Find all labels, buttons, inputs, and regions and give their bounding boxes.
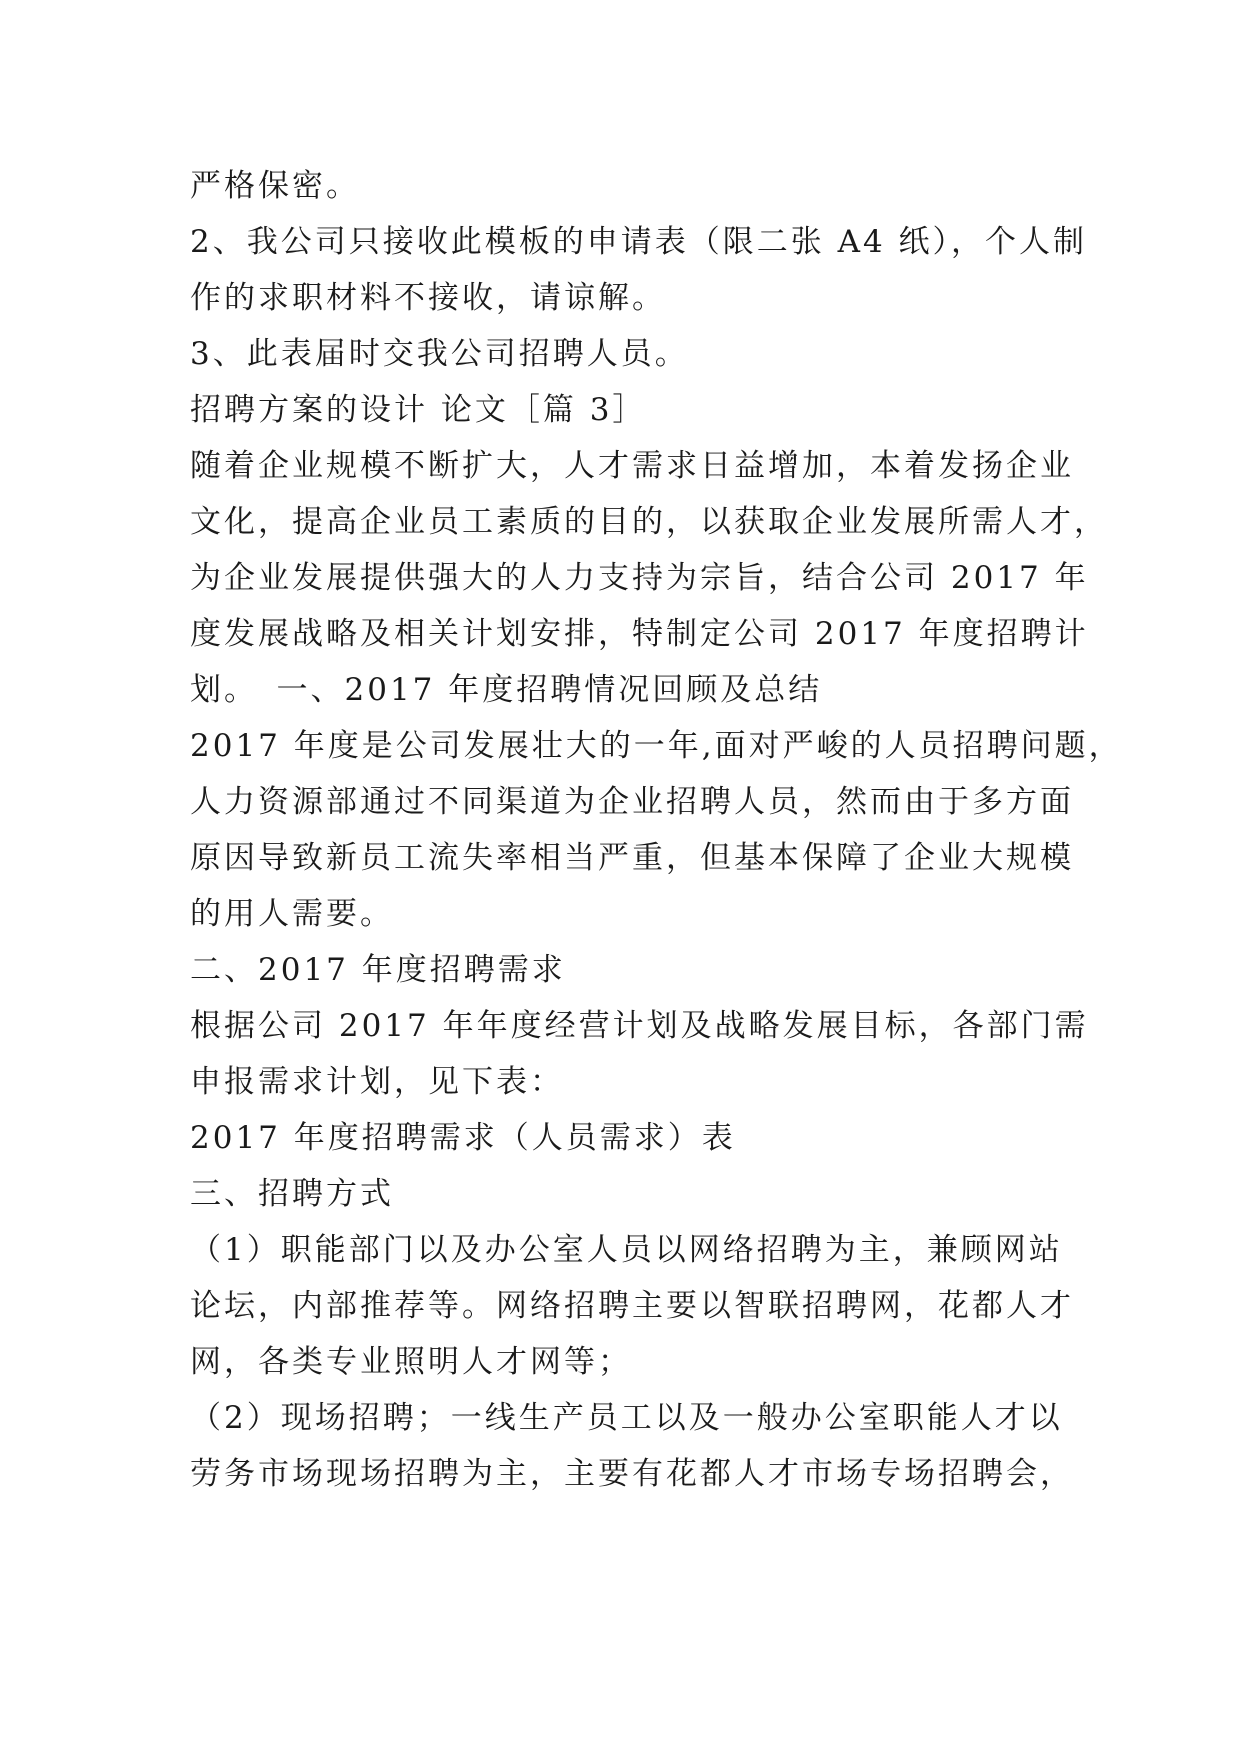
text-line: 根据公司 2017 年年度经营计划及战略发展目标，各部门需 bbox=[190, 1008, 1089, 1044]
text-line: 为企业发展提供强大的人力支持为宗旨，结合公司 2017 年 bbox=[190, 560, 1089, 596]
section-heading: 招聘方案的设计 论文［篇 3］ bbox=[190, 392, 647, 428]
table-caption: 2017 年度招聘需求（人员需求）表 bbox=[190, 1120, 736, 1156]
text-line: 文化，提高企业员工素质的目的，以获取企业发展所需人才， bbox=[190, 504, 1108, 540]
text-line: 严格保密。 bbox=[190, 168, 360, 204]
text-line: 人力资源部通过不同渠道为企业招聘人员，然而由于多方面 bbox=[190, 784, 1074, 820]
text-line: 随着企业规模不断扩大，人才需求日益增加，本着发扬企业 bbox=[190, 448, 1074, 484]
text-line: 2017 年度是公司发展壮大的一年,面对严峻的人员招聘问题， bbox=[190, 728, 1123, 764]
text-line: 划。 一、2017 年度招聘情况回顾及总结 bbox=[190, 672, 823, 708]
text-line: （2）现场招聘；一线生产员工以及一般办公室职能人才以 bbox=[190, 1400, 1063, 1436]
text-line: 申报需求计划，见下表： bbox=[190, 1064, 564, 1100]
document-body bbox=[190, 158, 1123, 1502]
text-line: 作的求职材料不接收，请谅解。 bbox=[190, 280, 666, 316]
section-heading: 三、招聘方式 bbox=[190, 1176, 394, 1212]
text-line: 3、此表届时交我公司招聘人员。 bbox=[190, 336, 689, 372]
text-line: 网，各类专业照明人才网等； bbox=[190, 1344, 632, 1380]
text-line: 的用人需要。 bbox=[190, 896, 394, 932]
text-line: （1）职能部门以及办公室人员以网络招聘为主，兼顾网站 bbox=[190, 1232, 1063, 1268]
text-line: 2、我公司只接收此模板的申请表（限二张 A4 纸），个人制 bbox=[190, 224, 1088, 260]
text-line: 度发展战略及相关计划安排，特制定公司 2017 年度招聘计 bbox=[190, 616, 1089, 652]
text-line: 劳务市场现场招聘为主，主要有花都人才市场专场招聘会， bbox=[190, 1456, 1074, 1492]
text-line: 论坛，内部推荐等。网络招聘主要以智联招聘网，花都人才 bbox=[190, 1288, 1074, 1324]
section-heading: 二、2017 年度招聘需求 bbox=[190, 952, 566, 988]
text-line: 原因导致新员工流失率相当严重，但基本保障了企业大规模 bbox=[190, 840, 1074, 876]
